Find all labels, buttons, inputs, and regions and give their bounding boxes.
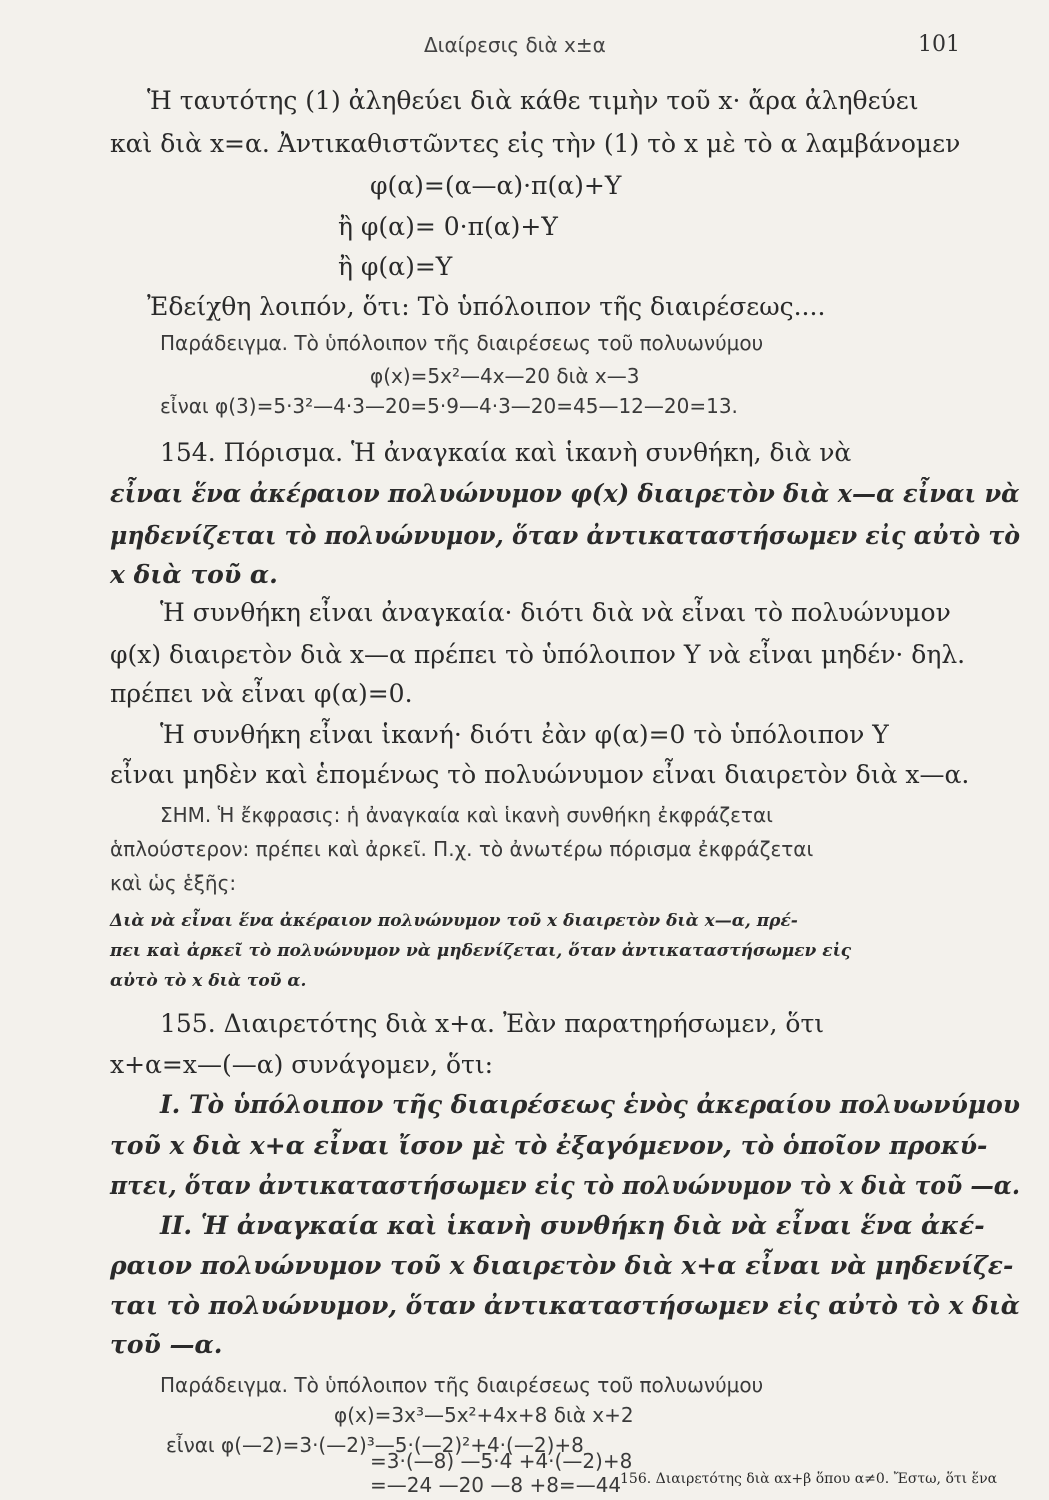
section-154-heading: 154. Πόρισμα. Ἡ ἀναγκαία καὶ ἱκανὴ συνθήκη, διὰ νὰ <box>160 438 852 467</box>
section-155-heading: 155. Διαιρετότης διὰ x+α. Ἐὰν παρατηρήσωμεν, ὅτι <box>160 1009 825 1038</box>
text-line: Ἡ συνθήκη εἶναι ἀναγκαία· διότι διὰ νὰ εἶναι τὸ πολυώνυμον <box>160 598 951 627</box>
text-line: Ἡ συνθήκη εἶναι ἱκανή· διότι ἐὰν φ(α)=0 τὸ ὑπόλοιπον Υ <box>160 720 889 749</box>
example-formula: φ(x)=5x²—4x—20 διὰ x—3 <box>370 364 640 388</box>
example-formula: =3·(—8) —5·4 +4·(—2)+8 <box>370 1449 633 1473</box>
formula-line: ἢ φ(α)= 0·π(α)+Υ <box>338 212 558 241</box>
example-line: Παράδειγμα. Τὸ ὑπόλοιπον τῆς διαιρέσεως τοῦ πολυωνύμου <box>160 331 764 355</box>
text-line: εἶναι ἕνα ἀκέραιον πολυώνυμον φ(x) διαιρετὸν διὰ x—α εἶναι νὰ <box>110 479 1020 508</box>
running-header: Διαίρεσις διὰ x±α <box>424 33 606 57</box>
formula-line: φ(α)=(α—α)·π(α)+Υ <box>370 171 622 200</box>
note-line: ἁπλούστερον: πρέπει καὶ ἀρκεῖ. Π.χ. τὸ ἀνωτέρω πόρισμα ἐκφράζεται <box>110 837 814 861</box>
text-line: I. Τὸ ὑπόλοιπον τῆς διαιρέσεως ἑνὸς ἀκεραίου πολυωνύμου <box>160 1090 1021 1119</box>
note-italic-line: αὐτὸ τὸ x διὰ τοῦ α. <box>110 971 307 991</box>
note-line: καὶ ὡς ἑξῆς: <box>110 871 237 895</box>
text-line: II. Ἡ ἀναγκαία καὶ ἱκανὴ συνθήκη διὰ νὰ εἶναι ἕνα ἀκέ- <box>160 1211 985 1240</box>
text-line: πρέπει νὰ εἶναι φ(α)=0. <box>110 679 413 708</box>
example-line: Παράδειγμα. Τὸ ὑπόλοιπον τῆς διαιρέσεως τοῦ πολυωνύμου <box>160 1373 764 1397</box>
note-italic-line: πει καὶ ἀρκεῖ τὸ πολυώνυμον νὰ μηδενίζεται, ὅταν ἀντικαταστήσωμεν εἰς <box>110 941 852 961</box>
text-line: τοῦ x διὰ x+α εἶναι ἴσον μὲ τὸ ἐξαγόμενον, τὸ ὁποῖον προκύ- <box>110 1131 988 1160</box>
text-line: x+α=x—(—α) συνάγομεν, ὅτι: <box>110 1050 494 1079</box>
example-formula: εἶναι φ(—2)=3·(—2)³—5·(—2)²+4·(—2)+8 <box>166 1433 584 1457</box>
text-line: ραιον πολυώνυμον τοῦ x διαιρετὸν διὰ x+α εἶναι νὰ μηδενίζε- <box>110 1251 1014 1280</box>
text-line: πτει, ὅταν ἀντικαταστήσωμεν εἰς τὸ πολυώνυμον τὸ x διὰ τοῦ —α. <box>110 1171 1020 1200</box>
section-156-heading: 156. Διαιρετότης διὰ αx+β ὅπου α≠0. Ἔστω, ὅτι ἕνα <box>620 1471 998 1487</box>
text-line: μηδενίζεται τὸ πολυώνυμον, ὅταν ἀντικαταστήσωμεν εἰς αὐτὸ τὸ <box>110 521 1021 550</box>
text-line: Ἡ ταυτότης (1) ἀληθεύει διὰ κάθε τιμὴν τοῦ x· ἄρα ἀληθεύει <box>147 86 919 115</box>
text-line: τοῦ —α. <box>110 1330 223 1359</box>
formula-line: ἢ φ(α)=Υ <box>338 252 453 281</box>
text-line: ται τὸ πολυώνυμον, ὅταν ἀντικαταστήσωμεν εἰς αὐτὸ τὸ x διὰ <box>110 1291 1020 1320</box>
example-line: εἶναι φ(3)=5·3²—4·3—20=5·9—4·3—20=45—12—20=13. <box>160 394 738 418</box>
text-line: εἶναι μηδὲν καὶ ἑπομένως τὸ πολυώνυμον εἶναι διαιρετὸν διὰ x—α. <box>110 760 970 789</box>
example-formula: φ(x)=3x³—5x²+4x+8 διὰ x+2 <box>334 1403 634 1427</box>
text-line: καὶ διὰ x=α. Ἀντικαθιστῶντες εἰς τὴν (1) τὸ x μὲ τὸ α λαμβάνομεν <box>110 129 961 158</box>
page-number: 101 <box>918 32 960 57</box>
note-italic-line: Διὰ νὰ εἶναι ἕνα ἀκέραιον πολυώνυμον τοῦ x διαιρετὸν διὰ x—α, πρέ- <box>110 911 798 931</box>
text-line: φ(x) διαιρετὸν διὰ x—α πρέπει τὸ ὑπόλοιπον Υ νὰ εἶναι μηδέν· δηλ. <box>110 640 966 669</box>
text-line: x διὰ τοῦ α. <box>110 560 278 589</box>
text-line: Ἐδείχθη λοιπόν, ὅτι: Τὸ ὑπόλοιπον τῆς διαιρέσεως.... <box>147 292 826 321</box>
example-formula: =—24 —20 —8 +8=—44 <box>370 1473 622 1497</box>
note-line: ΣΗΜ. Ἡ ἔκφρασις: ἡ ἀναγκαία καὶ ἱκανὴ συνθήκη ἐκφράζεται <box>160 803 773 827</box>
